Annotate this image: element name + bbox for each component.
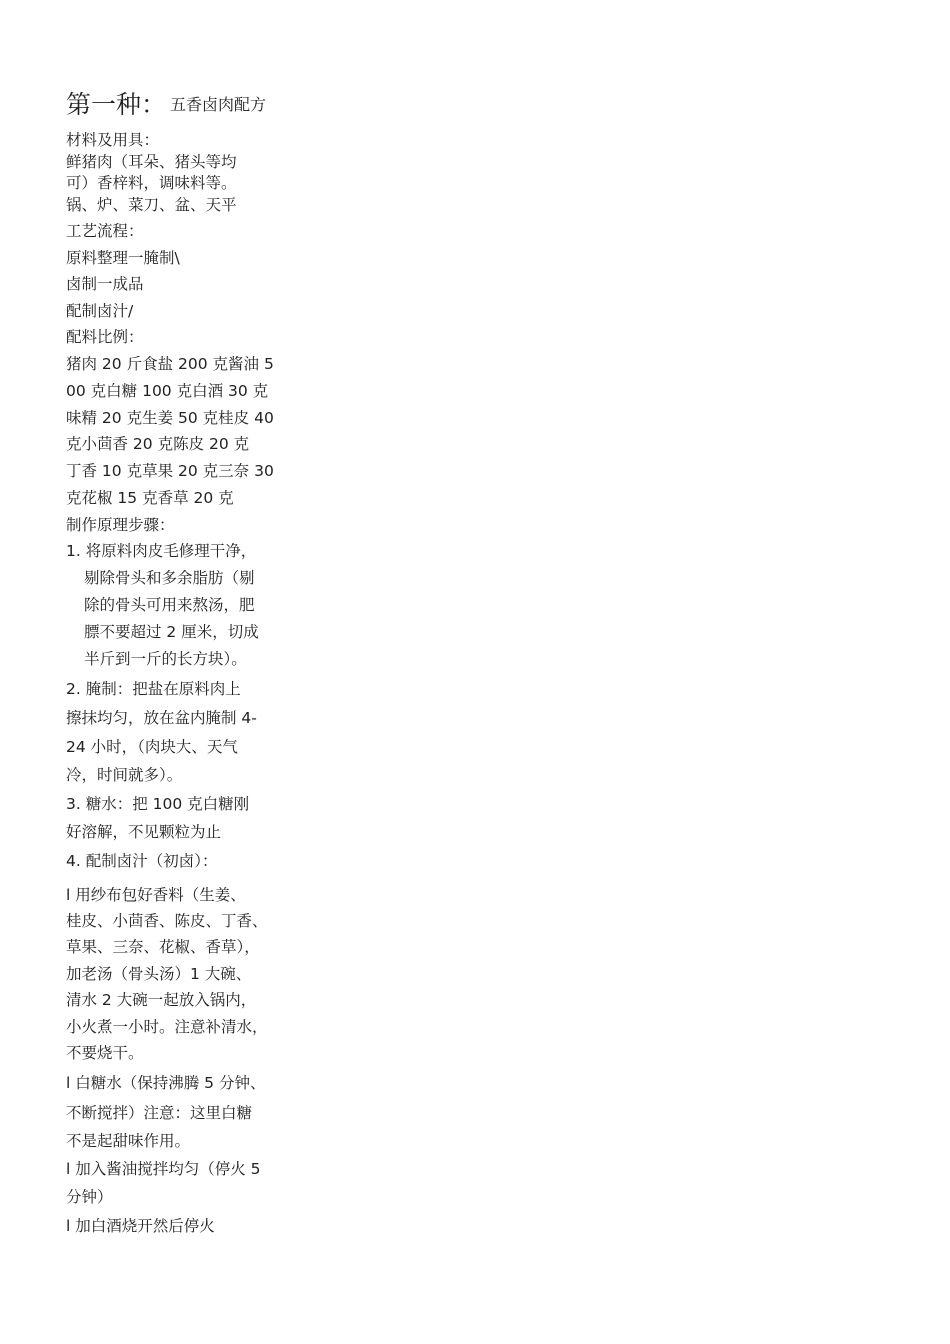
text-line: 不是起甜味作用。 xyxy=(66,1132,191,1150)
text-line: l 白糖水（保持沸腾 5 分钟、 xyxy=(66,1074,266,1092)
text-line: 加老汤（骨头汤）1 大碗、 xyxy=(66,965,252,983)
text-line: 00 克白糖 100 克白酒 30 克 xyxy=(66,382,269,400)
text-line: 不要烧干。 xyxy=(66,1044,144,1062)
text-line: 好溶解，不见颗粒为止 xyxy=(66,823,222,841)
text-line: 膘不要超过 2 厘米，切成 xyxy=(84,623,259,641)
text-line: 半斤到一斤的长方块）。 xyxy=(84,650,247,668)
text-line: 材料及用具： xyxy=(66,131,160,149)
title-main: 第一种： xyxy=(66,90,167,119)
text-line: 猪肉 20 斤食盐 200 克酱油 5 xyxy=(66,355,274,373)
text-line: l 加入酱油搅拌均匀（停火 5 xyxy=(66,1160,261,1178)
text-line: 3. 糖水：把 100 克白糖刚 xyxy=(66,795,250,813)
text-line: 不断搅拌）注意：这里白糖 xyxy=(66,1104,253,1122)
text-line: 味精 20 克生姜 50 克桂皮 40 xyxy=(66,409,274,427)
text-line: 工艺流程： xyxy=(66,222,144,240)
text-line: 锅、炉、菜刀、盆、天平 xyxy=(66,196,237,214)
text-line: 1. 将原料肉皮毛修理干净， xyxy=(66,542,257,560)
text-line: 克花椒 15 克香草 20 克 xyxy=(66,489,234,507)
text-line: 分钟） xyxy=(66,1188,113,1206)
text-line: 除的骨头可用来熬汤，肥 xyxy=(84,596,255,614)
page-title xyxy=(66,88,266,122)
text-line: 原料整理一腌制\ xyxy=(66,249,180,267)
text-line: 24 小时，（肉块大、天气 xyxy=(66,738,238,756)
text-line: l 加白酒烧开然后停火 xyxy=(66,1217,215,1235)
text-line: 可）香梓料，调味料等。 xyxy=(66,174,237,192)
text-line: 4. 配制卤汁（初卤）： xyxy=(66,852,218,870)
text-line: 配料比例： xyxy=(66,328,144,346)
text-line: 鲜猪肉（耳朵、猪头等均 xyxy=(66,153,237,171)
text-line: 克小茴香 20 克陈皮 20 克 xyxy=(66,435,250,453)
text-line: 清水 2 大碗一起放入锅内， xyxy=(66,991,257,1009)
text-line: 草果、三奈、花椒、香草）， xyxy=(66,938,260,956)
text-line: 丁香 10 克草果 20 克三奈 30 xyxy=(66,462,274,480)
text-line: 桂皮、小茴香、陈皮、丁香、 xyxy=(66,912,268,930)
text-line: l 用纱布包好香料（生姜、 xyxy=(66,886,246,904)
text-line: 2. 腌制：把盐在原料肉上 xyxy=(66,680,241,698)
text-line: 小火煮一小时。注意补清水， xyxy=(66,1018,268,1036)
text-line: 擦抹均匀，放在盆内腌制 4- xyxy=(66,709,257,727)
text-line: 卤制一成品 xyxy=(66,275,144,293)
text-line: 制作原理步骤： xyxy=(66,516,175,534)
title-sub: 五香卤肉配方 xyxy=(170,95,267,114)
text-line: 冷，时间就多）。 xyxy=(66,766,183,784)
text-line: 配制卤汁/ xyxy=(66,302,134,320)
text-line: 剔除骨头和多余脂肪（剔 xyxy=(84,569,255,587)
